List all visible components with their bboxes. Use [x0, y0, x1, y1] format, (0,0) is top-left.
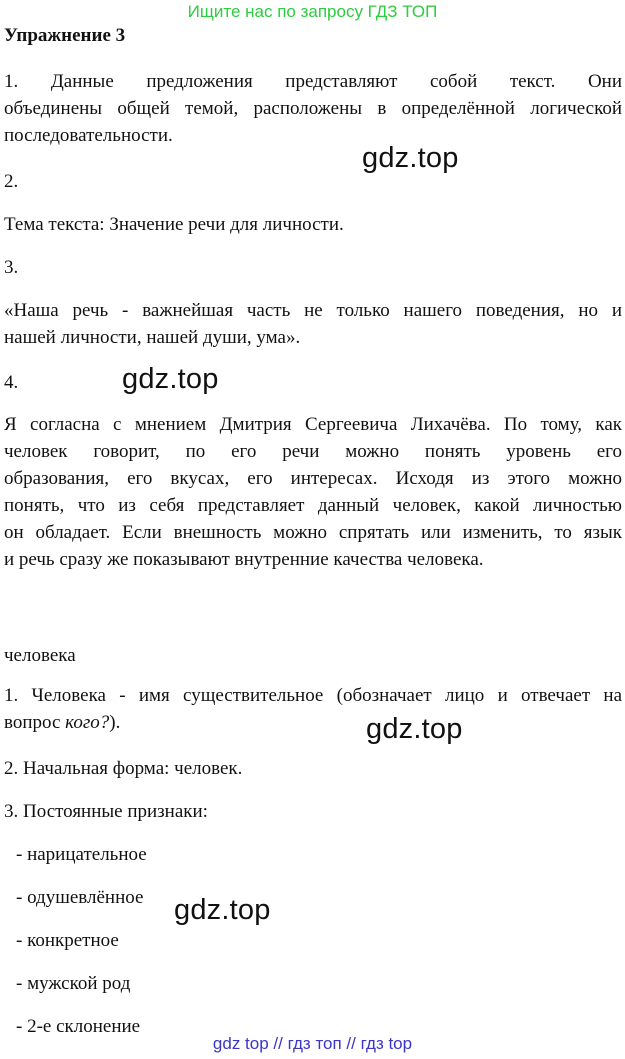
parsed-word: человека	[4, 645, 76, 666]
paragraph-1-line-3: последовательности.	[4, 125, 173, 146]
paragraph-4-line-4: понять, что из себя представляет данный человек, какой личностью	[4, 495, 622, 516]
watermark-1: gdz.top	[362, 142, 459, 174]
text-theme: Тема текста: Значение речи для личности.	[4, 214, 344, 235]
feature-animate: - одушевлённое	[16, 887, 144, 908]
morph-item-1	[4, 682, 622, 736]
item-number-2: 2.	[4, 171, 19, 192]
paragraph-4-line-1: Я согласна с мнением Дмитрия Сергеевича Лихачёва. По тому, как	[4, 414, 622, 435]
paragraph-4	[4, 411, 622, 573]
promo-banner-link[interactable]: Ищите нас по запросу ГДЗ ТОП	[187, 2, 438, 21]
watermark-2: gdz.top	[122, 363, 219, 395]
watermark-3: gdz.top	[366, 713, 463, 745]
watermark-4: gdz.top	[174, 894, 271, 926]
item-number-3: 3.	[4, 257, 19, 278]
paragraph-1	[4, 68, 622, 149]
feature-concrete: - конкретное	[16, 930, 119, 951]
exercise-title: Упражнение 3	[4, 25, 126, 46]
paragraph-4-line-6: и речь сразу же показывают внутренние качества человека.	[4, 549, 484, 570]
morph-item-2: 2. Начальная форма: человек.	[4, 758, 243, 779]
quote-line-2: нашей личности, нашей души, ума».	[4, 327, 301, 348]
morph-item-1-line-2	[4, 709, 622, 736]
paragraph-1-line-2: объединены общей темой, расположены в определённой логической	[4, 98, 622, 119]
feature-common-noun: - нарицательное	[16, 844, 147, 865]
paragraph-4-line-2: человек говорит, по его речи можно понять уровень его	[4, 441, 622, 462]
morph-item-1-question: кого?	[65, 712, 110, 733]
morph-item-1-text-c: ).	[109, 712, 121, 733]
morph-item-1-text-a: вопрос	[4, 712, 66, 733]
morph-item-1-line-1: 1. Человека - имя существительное (обозначает лицо и отвечает на	[4, 685, 622, 706]
paragraph-4-line-3: образования, его вкусах, его интересах. Исходя из этого можно	[4, 468, 622, 489]
feature-masculine: - мужской род	[16, 973, 131, 994]
paragraph-1-line-1: 1. Данные предложения представляют собой текст. Они	[4, 71, 622, 92]
paragraph-4-line-5: он обладает. Если внешность можно спрятать или изменить, то язык	[4, 522, 622, 543]
footer-links[interactable]: gdz top // гдз топ // гдз top	[212, 1034, 413, 1053]
morph-item-3: 3. Постоянные признаки:	[4, 801, 208, 822]
feature-declension: - 2-е склонение	[16, 1016, 141, 1037]
quote-line-1: «Наша речь - важнейшая часть не только нашего поведения, но и	[4, 300, 622, 321]
item-number-4: 4.	[4, 372, 19, 393]
quote-paragraph	[4, 297, 622, 351]
